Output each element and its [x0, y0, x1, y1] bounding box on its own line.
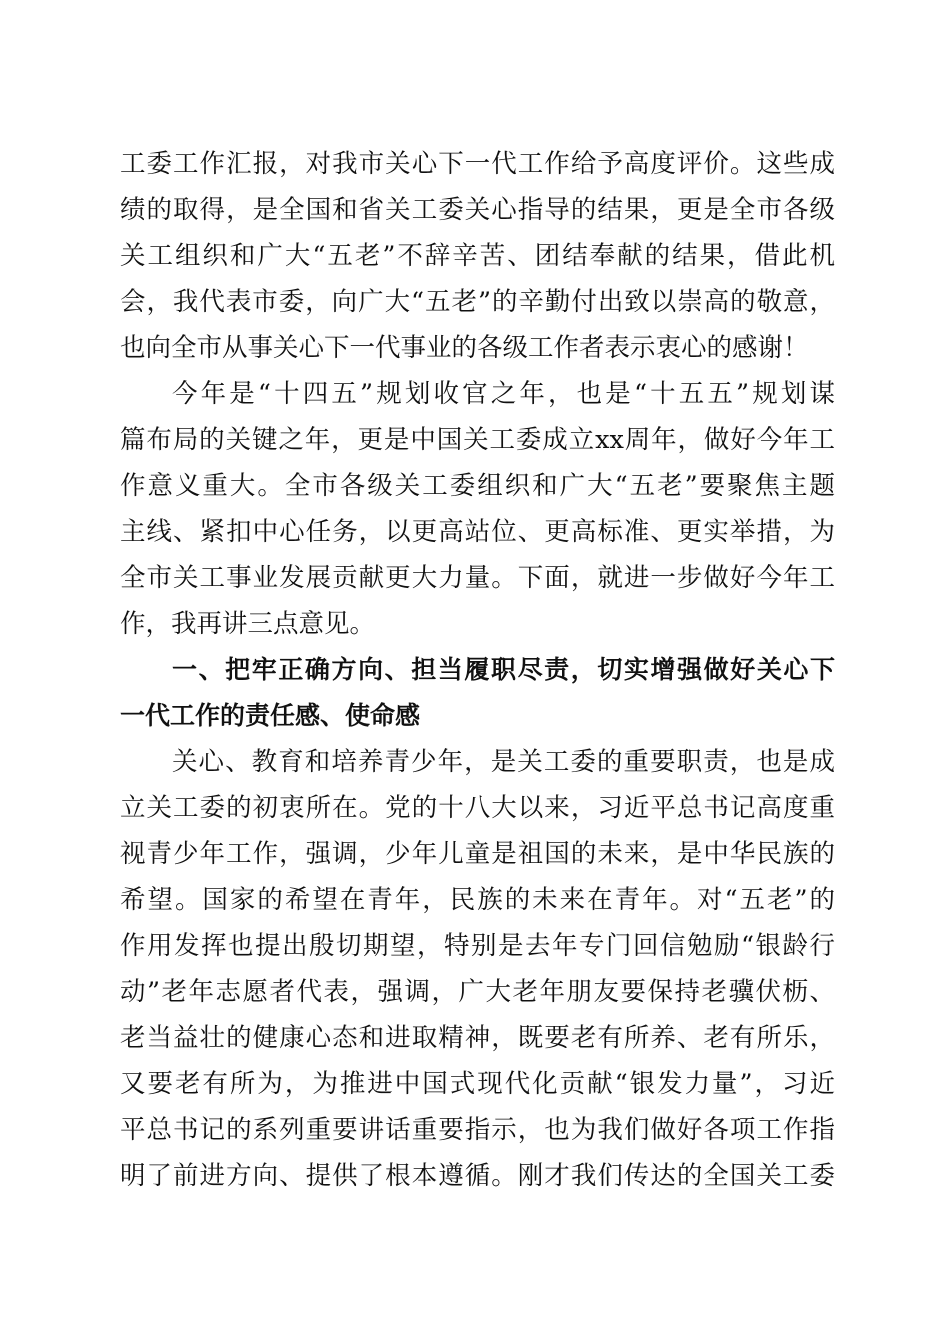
text-line: 关心、教育和培养青少年，是关工委的重要职责，也是成 — [172, 747, 835, 777]
text-line: 主线、紧扣中心任务，以更高站位、更高标准、更实举措，为 — [120, 517, 835, 547]
text-line: 也向全市从事关心下一代事业的各级工作者表示衷心的感谢！ — [120, 333, 809, 363]
text-line: 平总书记的系列重要讲话重要指示，也为我们做好各项工作指 — [120, 1115, 835, 1145]
text-line: 会，我代表市委，向广大“五老”的辛勤付出致以崇高的敬意， — [120, 287, 835, 317]
text-line: 篇布局的关键之年，更是中国关工委成立xx周年，做好今年工 — [120, 425, 835, 455]
text-line: 工委工作汇报，对我市关心下一代工作给予高度评价。这些成 — [120, 149, 835, 179]
section-heading: 一代工作的责任感、使命感 — [120, 701, 421, 730]
section-heading: 一、把牢正确方向、担当履职尽责，切实增强做好关心下 — [172, 655, 835, 684]
text-line: 老当益壮的健康心态和进取精神，既要老有所养、老有所乐， — [120, 1023, 835, 1053]
text-line: 明了前进方向、提供了根本遵循。刚才我们传达的全国关工委 — [120, 1161, 835, 1191]
text-line: 动”老年志愿者代表，强调，广大老年朋友要保持老骥伏枥、 — [120, 977, 835, 1007]
text-line: 希望。国家的希望在青年，民族的未来在青年。对“五老”的 — [120, 885, 835, 915]
text-line: 作用发挥也提出殷切期望，特别是去年专门回信勉励“银龄行 — [120, 931, 835, 961]
text-line: 立关工委的初衷所在。党的十八大以来，习近平总书记高度重 — [120, 793, 835, 823]
text-line: 视青少年工作，强调，少年儿童是祖国的未来，是中华民族的 — [120, 839, 835, 869]
text-line: 绩的取得，是全国和省关工委关心指导的结果，更是全市各级 — [120, 195, 835, 225]
text-line: 作，我再讲三点意见。 — [120, 609, 376, 639]
text-line: 关工组织和广大“五老”不辞辛苦、团结奉献的结果，借此机 — [120, 241, 835, 271]
text-line: 全市关工事业发展贡献更大力量。下面，就进一步做好今年工 — [120, 563, 835, 593]
text-line: 又要老有所为，为推进中国式现代化贡献“银发力量”，习近 — [120, 1069, 835, 1099]
text-line: 今年是“十四五”规划收官之年，也是“十五五”规划谋 — [172, 379, 835, 409]
text-line: 作意义重大。全市各级关工委组织和广大“五老”要聚焦主题 — [120, 471, 835, 501]
